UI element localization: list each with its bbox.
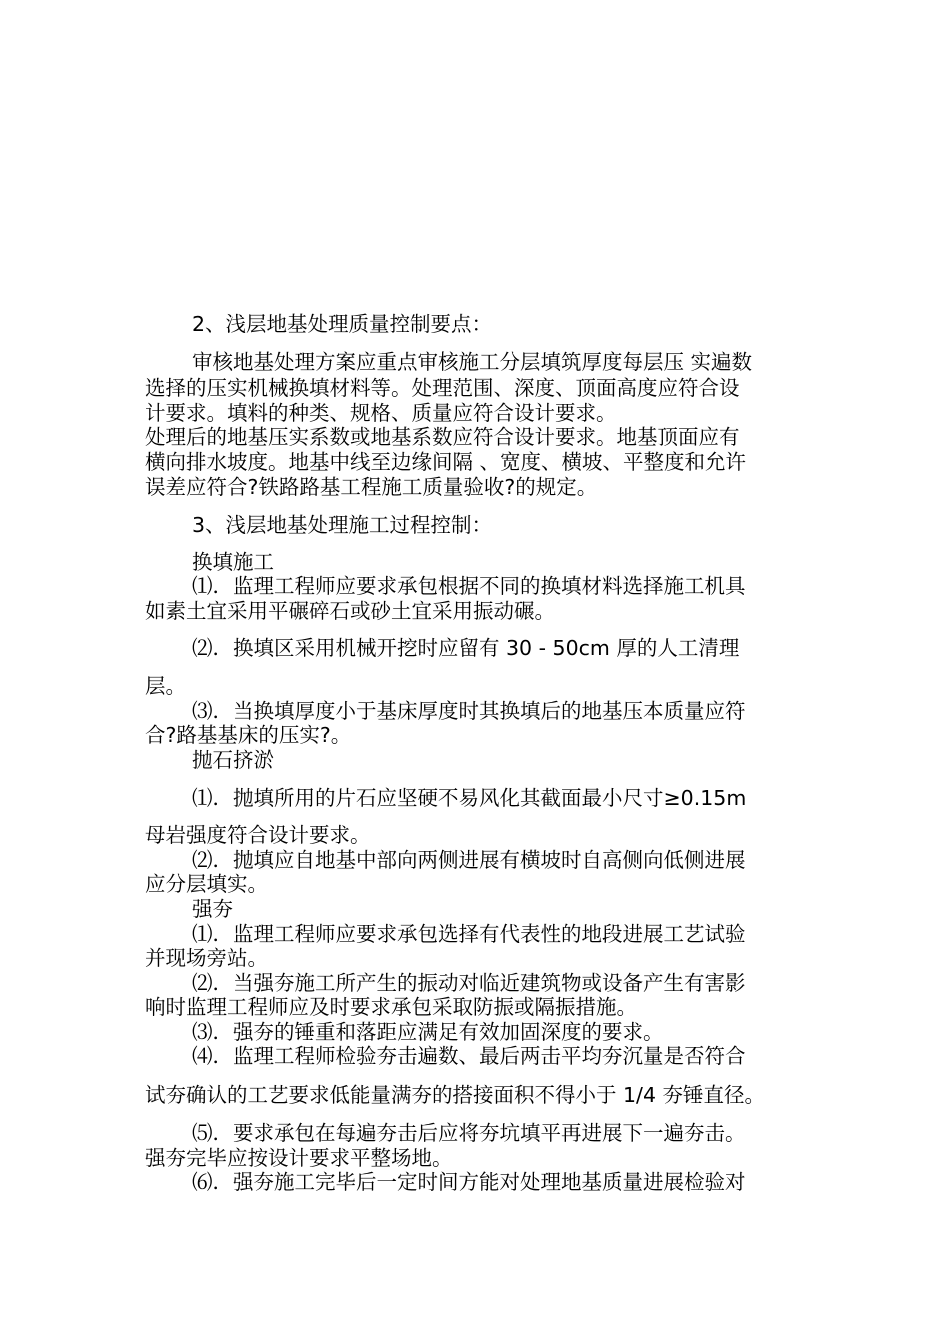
list-item-line: 试夯确认的工艺要求低能量满夯的搭接面积不得小于 1/4 夯锤直径。 [145, 1083, 766, 1107]
list-item-line: 层。 [145, 674, 186, 698]
list-item-line: ⑹．强夯施工完毕后一定时间方能对处理地基质量进展检验对 [192, 1170, 746, 1194]
list-item-line: ⑵．抛填应自地基中部向两侧进展有横坡时自高侧向低侧进展 [192, 848, 746, 872]
subsection-heading: 抛石挤淤 [192, 748, 274, 772]
list-item-line: 母岩强度符合设计要求。 [145, 823, 371, 847]
list-item-line: ⑶．当换填厚度小于基床厚度时其换填后的地基压本质量应符 [192, 699, 746, 723]
paragraph-line: 处理后的地基压实系数或地基系数应符合设计要求。地基顶面应有 [145, 425, 740, 449]
list-item-line: 如素土宜采用平碾碎石或砂土宜采用振动碾。 [145, 599, 555, 623]
subsection-heading: 换填施工 [192, 550, 274, 574]
list-item-line: 强夯完毕应按设计要求平整场地。 [145, 1146, 453, 1170]
subsection-heading: 强夯 [192, 897, 233, 921]
list-item-line: ⑵．换填区采用机械开挖时应留有 30 - 50cm 厚的人工清理 [192, 636, 740, 660]
list-item-line: ⑸．要求承包在每遍夯击后应将夯坑填平再进展下一遍夯击。 [192, 1121, 746, 1145]
list-item-line: ⑵．当强夯施工所产生的振动对临近建筑物或设备产生有害影 [192, 971, 746, 995]
list-item-line: ⑴．监理工程师应要求承包根据不同的换填材料选择施工机具 [192, 574, 746, 598]
list-item-line: 应分层填实。 [145, 872, 268, 896]
list-item-line: ⑶．强夯的锤重和落距应满足有效加固深度的要求。 [192, 1020, 664, 1044]
paragraph-line: 误差应符合?铁路路基工程施工质量验收?的规定。 [145, 475, 598, 499]
paragraph-line: 计要求。填料的种类、规格、质量应符合设计要求。 [145, 401, 617, 425]
list-item-line: ⑷．监理工程师检验夯击遍数、最后两击平均夯沉量是否符合 [192, 1044, 746, 1068]
list-item-line: 响时监理工程师应及时要求承包采取防振或隔振措施。 [145, 995, 637, 1019]
section-heading: 2、浅层地基处理质量控制要点： [192, 312, 493, 336]
list-item-line: ⑴．监理工程师应要求承包选择有代表性的地段进展工艺试验 [192, 922, 746, 946]
paragraph-line: 选择的压实机械换填材料等。处理范围、深度、顶面高度应符合设 [145, 376, 740, 400]
list-item-line: 并现场旁站。 [145, 946, 268, 970]
list-item-line: 合?路基基床的压实?。 [145, 723, 352, 747]
list-item-line: ⑴．抛填所用的片石应坚硬不易风化其截面最小尺寸≥0.15m [192, 786, 747, 810]
paragraph-line: 横向排水坡度。地基中线至边缘间隔 、宽度、横坡、平整度和允许 [145, 450, 747, 474]
section-heading: 3、浅层地基处理施工过程控制： [192, 513, 493, 537]
paragraph-line: 审核地基处理方案应重点审核施工分层填筑厚度每层压 实遍数 [192, 350, 753, 374]
